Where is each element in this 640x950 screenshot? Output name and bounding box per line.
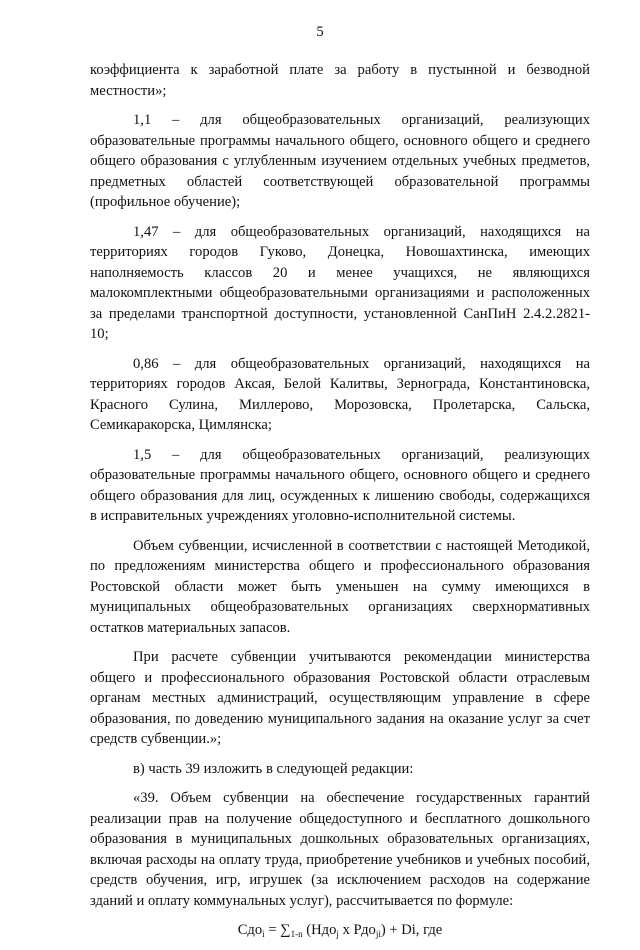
formula-lhs-sub: i bbox=[262, 929, 265, 939]
paragraph-coef-0-86: 0,86 – для общеобразовательных организаций, находящихся на территориях городов Аксая, Белой Калитвы, Зернограда, Константиновска, Красного Сулина, Миллерово, Морозовска, Пролетарска, Сальска, Семикаракорска, Цимлянска; bbox=[90, 355, 590, 433]
formula-sum-sub: 1-n bbox=[290, 929, 303, 939]
formula-sum: = ∑ bbox=[264, 922, 291, 938]
formula-lhs: Сдо bbox=[237, 922, 263, 938]
paragraph-continuation: коэффициента к заработной плате за работу в пустынной и безводной местности»; bbox=[90, 62, 590, 99]
paragraph-recommendations: При расчете субвенции учитываются рекомендации министерства общего и профессионального образования Ростовской области отраслевым органам местных администраций, осуществляющим управление в сфере образования, по доведению муниципального задания на оказание услуг за счет средств субвенции.»; bbox=[90, 649, 590, 747]
document-body bbox=[90, 60, 590, 950]
formula-term-2-sub: ji bbox=[375, 929, 381, 939]
page-number: 5 bbox=[316, 24, 324, 40]
formula-term-2: х Рдо bbox=[338, 922, 376, 938]
paragraph-coef-1-1: 1,1 – для общеобразовательных организаций, реализующих образовательные программы начального общего, основного общего и среднего общего образования с углубленным изучением отдельных учебных предметов, предметных областей соответствующей образовательной программы (профильное обучение); bbox=[90, 112, 590, 210]
formula-tail: ) + Di, где bbox=[380, 922, 443, 938]
formula bbox=[90, 920, 590, 941]
paragraph-part-39: «39. Объем субвенции на обеспечение государственных гарантий реализации прав на получение общедоступного и бесплатного дошкольного образования в муниципальных дошкольных образовательных организациях, включая расходы на оплату труда, приобретение учебников и учебных пособий, средств обучения, игр, игрушек (за исключением расходов на содержание зданий и оплату коммунальных услуг), рассчитывается по формуле: bbox=[90, 790, 590, 909]
paragraph-coef-1-5: 1,5 – для общеобразовательных организаций, реализующих образовательные программы начального общего, основного общего и среднего общего образования для лиц, осужденных к лишению свободы, содержащихся в исправительных учреждениях уголовно-исполнительной системы. bbox=[90, 446, 590, 524]
formula-term-1: (Ндо bbox=[302, 922, 337, 938]
formula-term-1-sub: j bbox=[336, 929, 339, 939]
paragraph-coef-1-47: 1,47 – для общеобразовательных организаций, находящихся на территориях городов Гуково, Донецка, Новошахтинска, имеющих наполняемость классов 20 и менее учащихся, не являющихся малокомплектными общеобразовательными организациями и расположенных за пределами транспортной доступности, установленной СанПиН 2.4.2.2821-10; bbox=[90, 223, 590, 342]
paragraph-part-39-intro: в) часть 39 изложить в следующей редакции: bbox=[133, 760, 414, 777]
paragraph-subvention-reduction: Объем субвенции, исчисленной в соответствии с настоящей Методикой, по предложениям министерства общего и профессионального образования Ростовской области может быть уменьшен на сумму имеющихся в муниципальных общеобразовательных организациях сверхнормативных остатков материальных запасов. bbox=[90, 537, 590, 636]
